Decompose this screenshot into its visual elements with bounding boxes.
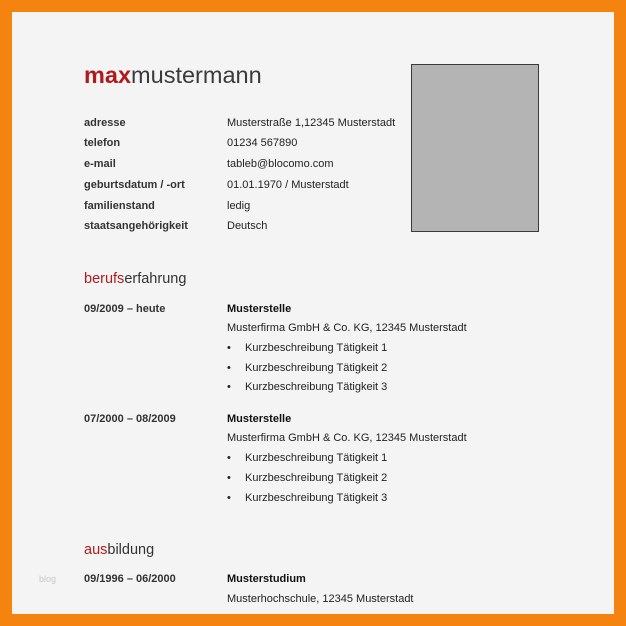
bullet-text: Kurzbeschreibung Tätigkeit 2: [245, 472, 388, 484]
section-title-accent: aus: [84, 542, 108, 558]
experience-date: 07/2000 – 08/2009: [84, 413, 176, 425]
experience-company: Musterfirma GmbH & Co. KG, 12345 Musterstadt: [227, 322, 467, 334]
bullet-glyph: •: [227, 452, 231, 464]
name-accent: max: [84, 62, 132, 88]
personal-value: Musterstraße 1,12345 Musterstadt: [227, 117, 396, 129]
personal-value: Deutsch: [227, 220, 268, 232]
bullet-glyph: •: [227, 472, 231, 484]
education-date: 09/1996 – 06/2000: [84, 573, 176, 585]
bullet-text: Kurzbeschreibung Tätigkeit 1: [245, 342, 388, 354]
personal-value: 01234 567890: [227, 137, 298, 149]
bullet-glyph: •: [227, 342, 231, 354]
applicant-name: [84, 62, 262, 89]
bullet-glyph: •: [227, 492, 231, 504]
section-title-accent: berufs: [84, 271, 125, 287]
section-title-education: [84, 542, 154, 558]
personal-label: telefon: [84, 137, 121, 149]
education-title: Musterstudium: [227, 573, 306, 585]
section-title-rest: bildung: [107, 542, 155, 558]
bullet-text: Kurzbeschreibung Tätigkeit 3: [245, 381, 388, 393]
watermark: blog: [39, 574, 57, 584]
section-title-rest: erfahrung: [124, 271, 187, 287]
personal-label: staatsangehörigkeit: [84, 220, 188, 232]
personal-value: tableb@blocomo.com: [227, 158, 334, 170]
personal-label: e-mail: [84, 158, 116, 170]
experience-title: Musterstelle: [227, 303, 292, 315]
bullet-glyph: •: [227, 362, 231, 374]
education-institution: Musterhochschule, 12345 Musterstadt: [227, 593, 414, 605]
personal-label: adresse: [84, 117, 126, 129]
name-rest: mustermann: [131, 62, 262, 88]
bullet-text: Kurzbeschreibung Tätigkeit 2: [245, 362, 388, 374]
personal-label: familienstand: [84, 200, 155, 212]
personal-label: geburtsdatum / -ort: [84, 179, 185, 191]
personal-value: ledig: [227, 200, 251, 212]
section-title-experience: [84, 271, 186, 287]
cv-document: [12, 12, 614, 614]
bullet-text: Kurzbeschreibung Tätigkeit 1: [245, 452, 388, 464]
bullet-glyph: •: [227, 381, 231, 393]
photo-placeholder: [411, 64, 539, 232]
bullet-text: Kurzbeschreibung Tätigkeit 3: [245, 492, 388, 504]
experience-date: 09/2009 – heute: [84, 303, 166, 315]
experience-title: Musterstelle: [227, 413, 292, 425]
experience-company: Musterfirma GmbH & Co. KG, 12345 Musterstadt: [227, 432, 467, 444]
personal-value: 01.01.1970 / Musterstadt: [227, 179, 349, 191]
